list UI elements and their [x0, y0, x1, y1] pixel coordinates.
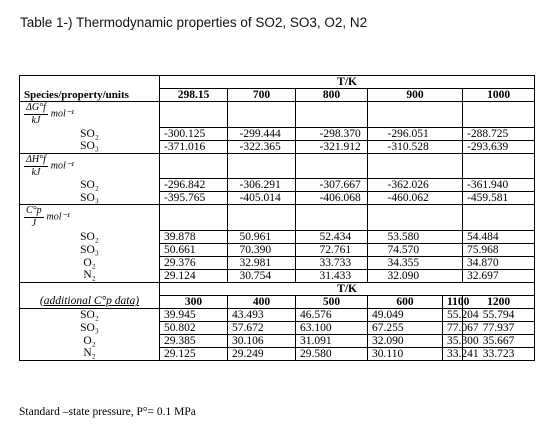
table-row: SO₂ 39.945 43.493 46.576 49.049 55.204 55.794	[20, 308, 535, 321]
property-label-cp: $\frac{C^\circ p}{J}$ mol⁻¹	[20, 205, 160, 231]
table-row: SO₃ 50.661 70.390 72.761 74.570 75.968	[20, 243, 535, 256]
footnote: Standard –state pressure, P°= 0.1 MPa	[19, 406, 196, 418]
additional-label: (additional C°p data)	[20, 295, 160, 308]
table-row: SO₂ 39.878 50.961 52.434 53.580 54.484	[20, 230, 535, 243]
temp-header-2: 800	[296, 89, 368, 102]
section-label-row	[20, 153, 535, 179]
table-row: SO₃ 50.802 57.672 63.100 67.255 77.067 77.937	[20, 321, 535, 334]
property-label-dgf: $\frac{\Delta G^\circ f}{kJ}$ mol⁻¹	[20, 102, 160, 128]
section-label-row	[20, 205, 535, 231]
header-temps-row	[20, 89, 535, 102]
table-caption: Table 1-) Thermodynamic properties of SO2, SO3, O2, N2	[20, 15, 368, 30]
row-header-label: Species/property/units	[20, 89, 160, 102]
temp-header-0: 298.15	[160, 89, 228, 102]
temp-header-3: 900	[368, 89, 463, 102]
table-row: N₂ 29.125 29.249 29.580 30.110 33.241 33.723	[20, 347, 535, 360]
additional-tk-label: T/K	[160, 282, 535, 295]
thermo-table	[19, 75, 535, 361]
tk-label: T/K	[160, 76, 535, 89]
header-tk-row	[20, 76, 535, 89]
table-row: O₂ 29.376 32.981 33.733 34.355 34.870	[20, 256, 535, 269]
additional-tk-row	[20, 282, 535, 295]
property-label-dhf: $\frac{\Delta H^\circ f}{kJ}$ mol⁻¹	[20, 153, 160, 179]
section-label-row	[20, 102, 535, 128]
temp-header-4: 1000	[463, 89, 535, 102]
table-row: SO₃ -395.765 -405.014 -406.068 -460.062 -459.581	[20, 192, 535, 205]
table-row: SO₂ -296.842 -306.291 -307.667 -362.026 -361.940	[20, 179, 535, 192]
table-row: N₂ 29.124 30.754 31.433 32.090 32.697	[20, 269, 535, 282]
table-row: SO₃ -371.016 -322.365 -321.912 -310.528 -293.639	[20, 140, 535, 153]
additional-header-row: (additional C°p data) 300 400 500 600 1100 1200	[20, 295, 535, 308]
table-row: O₂ 29.385 30.106 31.091 32.090 35.300 35.667	[20, 334, 535, 347]
temp-header-1: 700	[228, 89, 296, 102]
table-row: SO₂ -300.125 -299.444 -298.370 -296.051 -288.725	[20, 127, 535, 140]
